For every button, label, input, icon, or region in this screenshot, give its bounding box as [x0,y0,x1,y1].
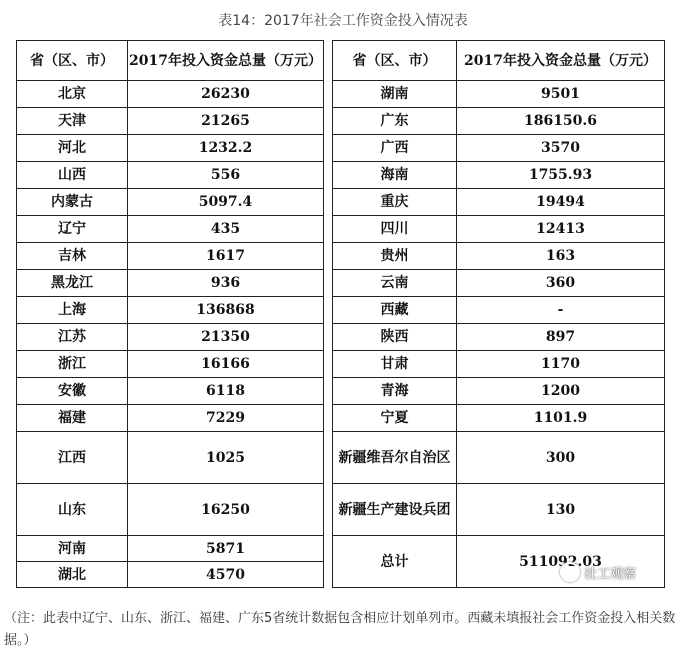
province-cell: 宁夏 [333,405,457,432]
right-table [332,40,665,588]
table-row [333,108,665,135]
amount-cell: 186150.6 [457,108,665,135]
amount-cell: 163 [457,243,665,270]
province-cell: 安徽 [17,378,128,405]
province-cell: 江苏 [17,324,128,351]
province-cell: 吉林 [17,243,128,270]
province-cell: 山西 [17,162,128,189]
amount-cell: 5871 [128,536,324,562]
amount-cell: 26230 [128,81,324,108]
left-table [16,40,324,588]
table-row [17,270,324,297]
table-row [333,432,665,484]
table-row [333,270,665,297]
header-province: 省（区、市） [333,41,457,81]
amount-cell: 1755.93 [457,162,665,189]
province-cell: 江西 [17,432,128,484]
table-row [17,484,324,536]
province-cell: 云南 [333,270,457,297]
table-row [333,297,665,324]
table-row [17,189,324,216]
amount-cell: 4570 [128,562,324,588]
table-row [17,378,324,405]
table-row [17,405,324,432]
province-cell: 西藏 [333,297,457,324]
table-row [17,324,324,351]
province-cell: 重庆 [333,189,457,216]
table-row [17,216,324,243]
table-row [333,484,665,536]
table-row [17,108,324,135]
table-row [333,81,665,108]
province-cell: 河北 [17,135,128,162]
header-amount: 2017年投入资金总量（万元） [128,41,324,81]
province-cell: 福建 [17,405,128,432]
province-cell: 陕西 [333,324,457,351]
watermark [560,560,676,584]
province-cell: 山东 [17,484,128,536]
table-row [333,162,665,189]
amount-cell: 360 [457,270,665,297]
province-cell: 总计 [333,536,457,588]
table-row [17,162,324,189]
amount-cell: 1025 [128,432,324,484]
amount-cell: 9501 [457,81,665,108]
cropped-footnote-line [16,596,316,602]
amount-cell: 21265 [128,108,324,135]
province-cell: 黑龙江 [17,270,128,297]
amount-cell: 1101.9 [457,405,665,432]
province-cell: 河南 [17,536,128,562]
amount-cell: - [457,297,665,324]
amount-cell: 1232.2 [128,135,324,162]
table-row [17,81,324,108]
table-row [17,351,324,378]
province-cell: 浙江 [17,351,128,378]
amount-cell: 136868 [128,297,324,324]
amount-cell: 1200 [457,378,665,405]
province-cell: 四川 [333,216,457,243]
amount-cell: 12413 [457,216,665,243]
province-cell: 甘肃 [333,351,457,378]
footnote: （注：此表中辽宁、山东、浙江、福建、广东5省统计数据包含相应计划单列市。西藏未填报社会工作资金投入相关数据。） [4,611,676,648]
watermark-label: 社工观察 [584,566,637,582]
table-row [17,297,324,324]
province-cell: 辽宁 [17,216,128,243]
amount-cell: 1170 [457,351,665,378]
province-cell: 新疆生产建设兵团 [333,484,457,536]
amount-cell: 556 [128,162,324,189]
header-province: 省（区、市） [17,41,128,81]
amount-cell: 936 [128,270,324,297]
table-row [17,562,324,588]
table-row [17,243,324,270]
header-amount: 2017年投入资金总量（万元） [457,41,665,81]
amount-cell: 130 [457,484,665,536]
amount-cell: 1617 [128,243,324,270]
province-cell: 贵州 [333,243,457,270]
amount-cell: 435 [128,216,324,243]
province-cell: 北京 [17,81,128,108]
amount-cell: 7229 [128,405,324,432]
amount-cell: 19494 [457,189,665,216]
province-cell: 湖北 [17,562,128,588]
table-row [333,405,665,432]
amount-cell: 511092.03 [457,536,665,588]
wechat-icon [560,562,580,582]
province-cell: 天津 [17,108,128,135]
table-row [333,189,665,216]
table-row [333,378,665,405]
table-row [333,324,665,351]
table-row [333,135,665,162]
amount-cell: 3570 [457,135,665,162]
table-row [333,216,665,243]
province-cell: 海南 [333,162,457,189]
table-row [17,135,324,162]
amount-cell: 897 [457,324,665,351]
province-cell: 广东 [333,108,457,135]
amount-cell: 6118 [128,378,324,405]
province-cell: 内蒙古 [17,189,128,216]
amount-cell: 16166 [128,351,324,378]
table-row [333,243,665,270]
table-row [17,536,324,562]
amount-cell: 21350 [128,324,324,351]
province-cell: 青海 [333,378,457,405]
amount-cell: 5097.4 [128,189,324,216]
table-title: 表14：2017年社会工作资金投入情况表 [218,13,468,29]
province-cell: 广西 [333,135,457,162]
table-row [17,432,324,484]
amount-cell: 300 [457,432,665,484]
province-cell: 新疆维吾尔自治区 [333,432,457,484]
province-cell: 湖南 [333,81,457,108]
amount-cell: 16250 [128,484,324,536]
table-row [333,351,665,378]
province-cell: 上海 [17,297,128,324]
